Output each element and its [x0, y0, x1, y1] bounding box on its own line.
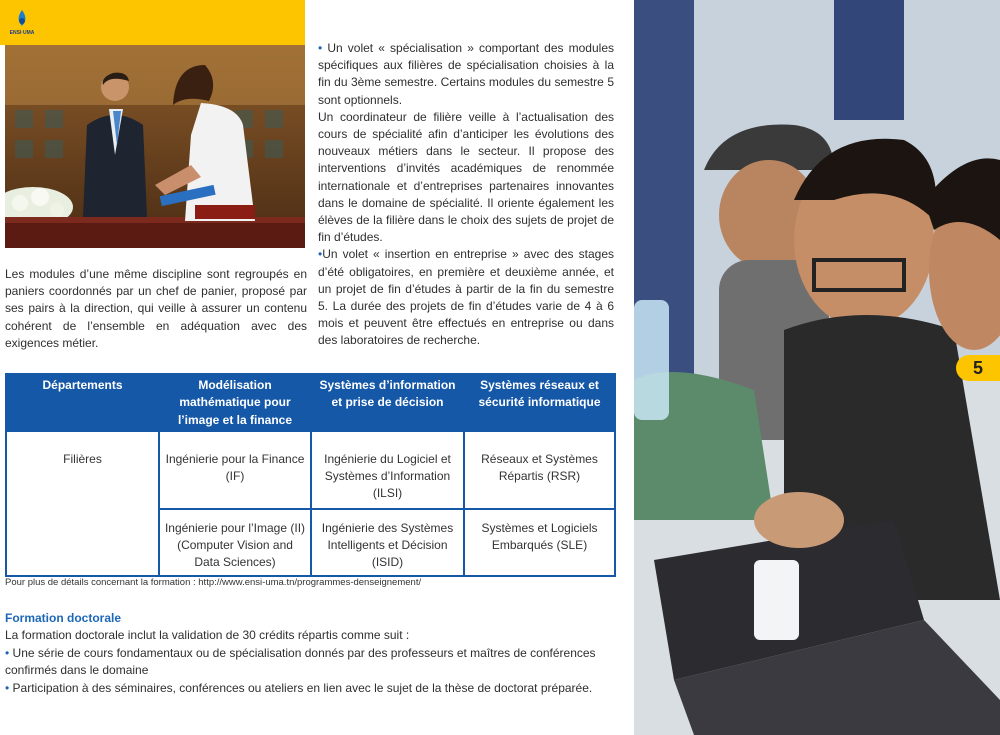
page-number-tab: 5 — [956, 355, 1000, 381]
details-footnote: Pour plus de détails concernant la formation : http://www.ensi-uma.tn/programmes-denseignement/ — [5, 577, 422, 588]
coordinator-paragraph: Un coordinateur de filière veille à l’actualisation des cours de spécialité afin d’anticiper les évolutions des nouveaux métiers dans le secteur. Il propose des interventions d’invités académiques de renommée internationale et d’entreprises partenaires innovantes dans le domaine de spécialité. Il oriente également les élèves de la filière dans le choix des sujets de projet de fin d’études. — [318, 109, 614, 245]
ensi-logo — [7, 8, 37, 40]
specialisation-text: Un volet « spécialisation » comportant des modules spécifiques aux filières de spécialisation choisies à la fin du 3ème semestre. Certains modules du semestre 5 sont optionnels. — [318, 41, 614, 107]
doctoral-section — [5, 627, 620, 697]
doctoral-bullet — [5, 680, 620, 698]
table-cell: Ingénierie du Logiciel et Systèmes d’Information (ILSI) — [311, 431, 464, 509]
curriculum-column — [318, 40, 614, 350]
paragraph-text: Les modules d’une même discipline sont regroupés en paniers coordonnés par un chef de panier, proposé par ses pairs à la direction, qui veille à assurer un contenu cohérent de l’ensemble en adéquation avec des exigences métier. — [5, 267, 307, 350]
students-photo — [634, 0, 1000, 735]
doctoral-bullet — [5, 645, 620, 680]
table-cell: Systèmes et Logiciels Embarqués (SLE) — [464, 509, 615, 576]
table-cell: Ingénierie des Systèmes Intelligents et Décision (ISID) — [311, 509, 464, 576]
departments-table — [5, 373, 616, 577]
doctoral-bullet-text: Une série de cours fondamentaux ou de spécialisation donnés par des professeurs et maîtres de conférences confirmés dans le domaine — [5, 645, 596, 677]
bullet-icon: • — [5, 645, 10, 660]
internship-text: Un volet « insertion en entreprise » avec des stages d’été obligatoires, en première et deuxième année, et un projet de fin d’études à partir de la fin du semestre 5. La durée des projets de fin d’études varie de 4 à 6 mois et peuvent être effectués en entreprise ou dans des laboratoires de recherche. — [318, 247, 614, 348]
doctoral-section-title: Formation doctorale — [5, 611, 122, 625]
bullet-icon: • — [5, 680, 10, 695]
doctoral-bullet-text: Participation à des séminaires, conférences ou ateliers en lien avec le sujet de la thèse de doctorat préparée. — [12, 680, 593, 695]
table-header-row — [6, 374, 615, 431]
header-math-modeling: Modélisation mathématique pour l’image et la finance — [159, 374, 311, 431]
header-departments: Départements — [6, 374, 159, 431]
bullet-icon: • — [318, 41, 323, 55]
header-yellow-band — [0, 0, 305, 45]
header-networks-security: Systèmes réseaux et sécurité informatique — [464, 374, 615, 431]
bullet-icon: • — [318, 247, 323, 262]
disciplines-paragraph — [5, 266, 307, 352]
logo-caption: ENSI·UMA — [9, 30, 35, 36]
header-information-systems: Systèmes d’information et prise de décision — [311, 374, 464, 431]
specialisation-paragraph — [318, 40, 614, 109]
table-row — [6, 431, 615, 509]
doctoral-intro: La formation doctorale inclut la validation de 30 crédits répartis comme suit : — [5, 628, 410, 642]
table-cell: Réseaux et Systèmes Répartis (RSR) — [464, 431, 615, 509]
ceremony-photo — [5, 45, 305, 248]
table-cell: Ingénierie pour la Finance (IF) — [159, 431, 311, 509]
row-label-filieres: Filières — [6, 431, 159, 576]
internship-paragraph — [318, 246, 614, 349]
table-cell: Ingénierie pour l’Image (II) (Computer Vision and Data Sciences) — [159, 509, 311, 576]
